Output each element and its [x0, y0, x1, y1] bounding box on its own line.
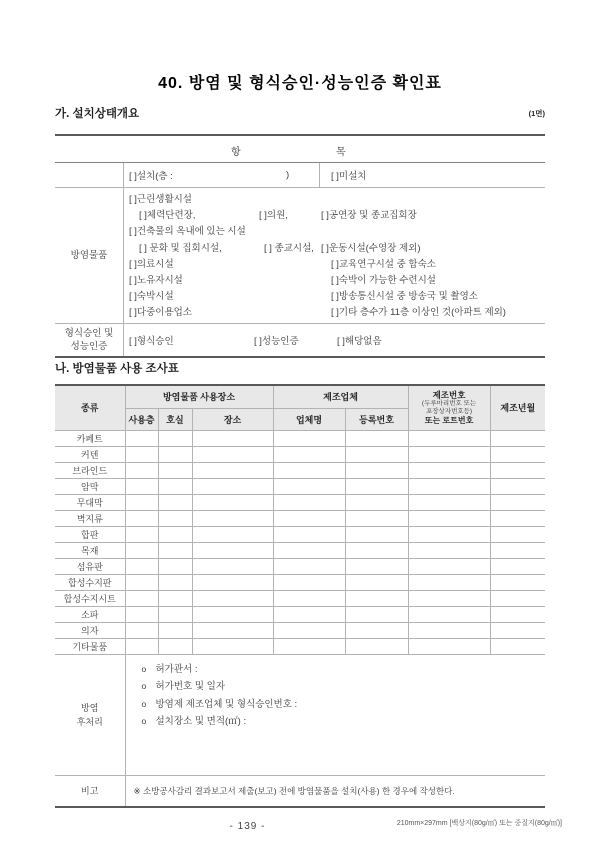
checkbox-performance-religious-hall[interactable]: [ ]공연장 및 종교집회장 — [321, 210, 417, 222]
checkbox-medical-facility[interactable]: [ ]의료시설 — [129, 258, 174, 270]
install-row-label — [55, 163, 123, 187]
cell-place[interactable] — [192, 478, 273, 494]
product-name: 의자 — [55, 622, 125, 638]
bullet-install-place-area — [142, 713, 542, 731]
product-name: 암막 — [55, 478, 125, 494]
cell-company-name[interactable] — [273, 526, 345, 542]
cell-registration-no[interactable] — [345, 430, 408, 446]
product-name: 무대막 — [55, 494, 125, 510]
cell-use-floor[interactable] — [125, 622, 158, 638]
cell-registration-no[interactable] — [345, 510, 408, 526]
cell-place[interactable] — [192, 510, 273, 526]
cell-serial-number[interactable] — [408, 590, 490, 606]
cell-room[interactable] — [158, 622, 192, 638]
install-row-content — [123, 163, 545, 187]
page-number: - 139 - — [229, 821, 266, 832]
cell-place[interactable] — [192, 574, 273, 590]
product-name: 벽지류 — [55, 510, 125, 526]
cell-room[interactable] — [158, 590, 192, 606]
cell-use-floor[interactable] — [125, 558, 158, 574]
item-line — [124, 222, 545, 238]
cell-use-floor[interactable] — [125, 446, 158, 462]
fire-retardant-items-row — [55, 188, 545, 324]
post-label-line1: 방염 — [81, 702, 99, 713]
cell-serial-number[interactable] — [408, 638, 490, 654]
cell-registration-no[interactable] — [345, 526, 408, 542]
cell-place[interactable] — [192, 494, 273, 510]
cell-serial-number[interactable] — [408, 478, 490, 494]
header-serial-line1: 제조번호 — [432, 389, 466, 400]
cell-company-name[interactable] — [273, 478, 345, 494]
cell-registration-no[interactable] — [345, 590, 408, 606]
cell-mfg-date[interactable] — [490, 638, 545, 654]
checkbox-clinic[interactable]: [ ]의원, — [259, 210, 288, 222]
cell-room[interactable] — [158, 574, 192, 590]
product-name: 카페트 — [55, 430, 125, 446]
post-treatment-content[interactable] — [125, 654, 545, 775]
checkbox-not-installed[interactable]: [ ]미설치 — [331, 171, 367, 182]
cell-company-name[interactable] — [273, 622, 345, 638]
approval-row-label — [55, 324, 123, 356]
note-text: ※ 소방공사감리 결과보고서 제출(보고) 전에 방염물품을 설치(사용) 한 경우에 작성한다. — [125, 775, 545, 807]
header-registration-no: 등록번호 — [345, 408, 408, 430]
cell-company-name[interactable] — [273, 510, 345, 526]
cell-mfg-date[interactable] — [490, 446, 545, 462]
product-row — [55, 526, 545, 542]
checkbox-over-11-floors[interactable]: [ ]기타 층수가 11층 이상인 것(아파트 제외) — [331, 307, 506, 319]
cell-serial-number[interactable] — [408, 462, 490, 478]
item-line — [124, 271, 545, 287]
cell-company-name[interactable] — [273, 430, 345, 446]
cell-registration-no[interactable] — [345, 606, 408, 622]
product-row — [55, 510, 545, 526]
cell-mfg-date[interactable] — [490, 510, 545, 526]
bullet-permit-number-date — [142, 678, 542, 696]
product-row — [55, 462, 545, 478]
cell-company-name[interactable] — [273, 606, 345, 622]
cell-registration-no[interactable] — [345, 622, 408, 638]
cell-serial-number[interactable] — [408, 574, 490, 590]
cell-serial-number[interactable] — [408, 526, 490, 542]
cell-place[interactable] — [192, 542, 273, 558]
approval-row — [55, 324, 545, 356]
usage-survey-table — [55, 384, 545, 808]
cell-registration-no[interactable] — [345, 542, 408, 558]
product-row — [55, 542, 545, 558]
checkbox-sports-facility[interactable]: [ ]운동시설(수영장 제외) — [321, 242, 421, 254]
checkbox-elderly-children-facility[interactable]: [ ]노유자시설 — [129, 275, 183, 287]
bullet-icon: o — [141, 698, 147, 709]
cell-serial-number[interactable] — [408, 494, 490, 510]
cell-room[interactable] — [158, 494, 192, 510]
cell-serial-number[interactable] — [408, 542, 490, 558]
checkbox-not-applicable[interactable]: [ ]해당없음 — [337, 335, 382, 347]
checkbox-multi-use-business[interactable]: [ ]다중이용업소 — [129, 307, 192, 319]
cell-registration-no[interactable] — [345, 638, 408, 654]
cell-place[interactable] — [192, 526, 273, 542]
product-rows — [55, 430, 545, 654]
checkbox-fitness-center[interactable]: [ ]체력단련장, — [139, 210, 196, 222]
product-name: 섬유판 — [55, 558, 125, 574]
cell-serial-number[interactable] — [408, 430, 490, 446]
product-name: 목재 — [55, 542, 125, 558]
cell-use-floor[interactable] — [125, 462, 158, 478]
cell-use-floor[interactable] — [125, 430, 158, 446]
cell-serial-number[interactable] — [408, 510, 490, 526]
checkbox-lodgable-training-facility[interactable]: [ ]숙박이 가능한 수련시설 — [331, 275, 436, 287]
cell-use-floor[interactable] — [125, 574, 158, 590]
item-line — [124, 190, 545, 206]
bullet-text: 설치장소 및 면적(㎡) : — [155, 716, 247, 727]
cell-room[interactable] — [158, 510, 192, 526]
product-row — [55, 430, 545, 446]
cell-use-floor[interactable] — [125, 526, 158, 542]
cell-room[interactable] — [158, 446, 192, 462]
product-row — [55, 478, 545, 494]
item-line — [124, 255, 545, 271]
paper-spec: 210mm×297mm [백상지(80g/㎡) 또는 중질지(80g/㎡)] — [396, 820, 562, 827]
product-name: 소파 — [55, 606, 125, 622]
header-place: 장소 — [192, 408, 273, 430]
approval-row-content — [123, 324, 545, 356]
cell-company-name[interactable] — [273, 574, 345, 590]
checkbox-installed[interactable]: [ ]설치(층 : — [129, 171, 173, 182]
item-line — [124, 206, 545, 222]
section-a-header — [55, 105, 545, 121]
cell-registration-no[interactable] — [345, 494, 408, 510]
item-line — [124, 303, 545, 319]
product-row — [55, 558, 545, 574]
installed-floor-paren: ) — [286, 169, 290, 181]
header-room: 호실 — [158, 408, 192, 430]
product-row — [55, 494, 545, 510]
product-row — [55, 590, 545, 606]
checkbox-cultural-assembly-facility[interactable]: [ ] 문화 및 집회시설, — [139, 242, 222, 254]
product-name: 합성수지시트 — [55, 590, 125, 606]
checkbox-religious-facility[interactable]: [ ] 종교시설, — [264, 242, 314, 254]
cell-place[interactable] — [192, 590, 273, 606]
cell-mfg-date[interactable] — [490, 494, 545, 510]
cell-use-floor[interactable] — [125, 606, 158, 622]
bullet-icon: o — [141, 716, 147, 726]
cell-use-floor[interactable] — [125, 510, 158, 526]
installed-cell — [124, 163, 320, 187]
checkbox-lodging-facility[interactable]: [ ]숙박시설 — [129, 291, 174, 303]
bullet-text: 허가번호 및 일자 — [155, 681, 226, 692]
approval-label-line1: 형식승인 및 — [64, 327, 114, 339]
product-row — [55, 574, 545, 590]
header-serial-line3: 포장상자번호등) — [425, 407, 473, 415]
bullet-icon: o — [141, 663, 147, 674]
header-mfg-date: 제조년월 — [490, 385, 545, 430]
sheet-count-badge: (1면) — [528, 109, 545, 118]
cell-company-name[interactable] — [273, 462, 345, 478]
cell-serial-number[interactable] — [408, 606, 490, 622]
product-row — [55, 606, 545, 622]
checkbox-education-research-dorm[interactable]: [ ]교육연구시설 중 합숙소 — [331, 258, 436, 270]
cell-serial-number[interactable] — [408, 558, 490, 574]
section-b-heading: 나. 방염물품 사용 조사표 — [55, 363, 179, 375]
bullet-retardant-maker — [142, 696, 542, 714]
cell-registration-no[interactable] — [345, 574, 408, 590]
cell-registration-no[interactable] — [345, 446, 408, 462]
page-title: 40. 방염 및 형식승인·성능인증 확인표 — [158, 75, 442, 92]
cell-registration-no[interactable] — [345, 478, 408, 494]
cell-mfg-date[interactable] — [490, 574, 545, 590]
product-name: 브라인드 — [55, 462, 125, 478]
checkbox-broadcast-facility[interactable]: [ ]방송통신시설 중 방송국 및 촬영소 — [331, 291, 478, 303]
cell-room[interactable] — [158, 462, 192, 478]
cell-company-name[interactable] — [273, 558, 345, 574]
checkbox-neighborhood-facility[interactable]: [ ]근린생활시설 — [129, 194, 192, 206]
cell-company-name[interactable] — [273, 542, 345, 558]
approval-label-line2: 성능인증 — [70, 340, 108, 352]
header-serial-line4: 또는 로트번호 — [424, 415, 474, 425]
post-treatment-label — [55, 654, 125, 775]
install-status-table — [55, 134, 545, 358]
product-name: 합성수지판 — [55, 574, 125, 590]
product-name: 커텐 — [55, 446, 125, 462]
section-a-heading: 가. 설치상태개요 — [55, 108, 140, 120]
item-line — [124, 239, 545, 255]
t2-header-row-1 — [55, 385, 545, 408]
bullet-permit-office — [142, 661, 542, 679]
header-manufacturer-group: 제조업체 — [273, 385, 408, 408]
cell-use-floor[interactable] — [125, 478, 158, 494]
cell-mfg-date[interactable] — [490, 606, 545, 622]
bullet-text: 허가관서 : — [155, 663, 198, 675]
cell-registration-no[interactable] — [345, 462, 408, 478]
install-row — [55, 163, 545, 188]
cell-room[interactable] — [158, 478, 192, 494]
cell-use-floor[interactable] — [125, 494, 158, 510]
cell-room[interactable] — [158, 558, 192, 574]
cell-place[interactable] — [192, 622, 273, 638]
cell-company-name[interactable] — [273, 446, 345, 462]
cell-serial-number[interactable] — [408, 446, 490, 462]
item-line — [124, 287, 545, 303]
cell-mfg-date[interactable] — [490, 590, 545, 606]
header-use-floor: 사용층 — [125, 408, 158, 430]
product-name: 기타물품 — [55, 638, 125, 654]
product-name: 합판 — [55, 526, 125, 542]
checkbox-type-approval[interactable]: [ ]형식승인 — [129, 335, 174, 347]
section-b-header — [55, 360, 545, 376]
cell-room[interactable] — [158, 526, 192, 542]
cell-place[interactable] — [192, 638, 273, 654]
cell-mfg-date[interactable] — [490, 430, 545, 446]
cell-mfg-date[interactable] — [490, 542, 545, 558]
cell-mfg-date[interactable] — [490, 526, 545, 542]
cell-mfg-date[interactable] — [490, 478, 545, 494]
header-serial-number — [408, 385, 490, 430]
product-row — [55, 638, 545, 654]
note-row — [55, 775, 545, 807]
post-label-line2: 후처리 — [76, 716, 103, 727]
cell-place[interactable] — [192, 606, 273, 622]
checkbox-indoor-building-facility[interactable]: [ ]건축물의 옥내에 있는 시설 — [129, 226, 246, 238]
bullet-text: 방염제 제조업체 및 형식승인번호 : — [155, 698, 298, 710]
cell-place[interactable] — [192, 446, 273, 462]
cell-use-floor[interactable] — [125, 542, 158, 558]
t1-header-hang: 항 — [231, 147, 241, 158]
cell-mfg-date[interactable] — [490, 558, 545, 574]
cell-registration-no[interactable] — [345, 558, 408, 574]
header-company-name: 업체명 — [273, 408, 345, 430]
cell-mfg-date[interactable] — [490, 622, 545, 638]
header-usage-place-group: 방염물품 사용장소 — [125, 385, 273, 408]
header-serial-line2: (두루마리번호 또는 — [421, 399, 477, 407]
t1-header-mok: 목 — [336, 147, 346, 158]
checkbox-performance-cert[interactable]: [ ]성능인증 — [254, 335, 299, 347]
cell-room[interactable] — [158, 638, 192, 654]
cell-place[interactable] — [192, 430, 273, 446]
cell-company-name[interactable] — [273, 590, 345, 606]
note-label: 비고 — [55, 775, 125, 807]
not-installed-cell — [319, 163, 545, 187]
header-kind: 종류 — [55, 385, 125, 430]
cell-use-floor[interactable] — [125, 590, 158, 606]
cell-room[interactable] — [158, 542, 192, 558]
product-row — [55, 622, 545, 638]
cell-place[interactable] — [192, 462, 273, 478]
items-row-label: 방염물품 — [70, 249, 108, 261]
bullet-icon: o — [141, 681, 147, 691]
cell-company-name[interactable] — [273, 494, 345, 510]
cell-serial-number[interactable] — [408, 622, 490, 638]
t1-header-row — [55, 136, 545, 163]
cell-company-name[interactable] — [273, 638, 345, 654]
items-row-content — [123, 188, 545, 323]
cell-room[interactable] — [158, 430, 192, 446]
cell-mfg-date[interactable] — [490, 462, 545, 478]
cell-use-floor[interactable] — [125, 638, 158, 654]
post-treatment-row — [55, 654, 545, 775]
cell-room[interactable] — [158, 606, 192, 622]
cell-place[interactable] — [192, 558, 273, 574]
product-row — [55, 446, 545, 462]
